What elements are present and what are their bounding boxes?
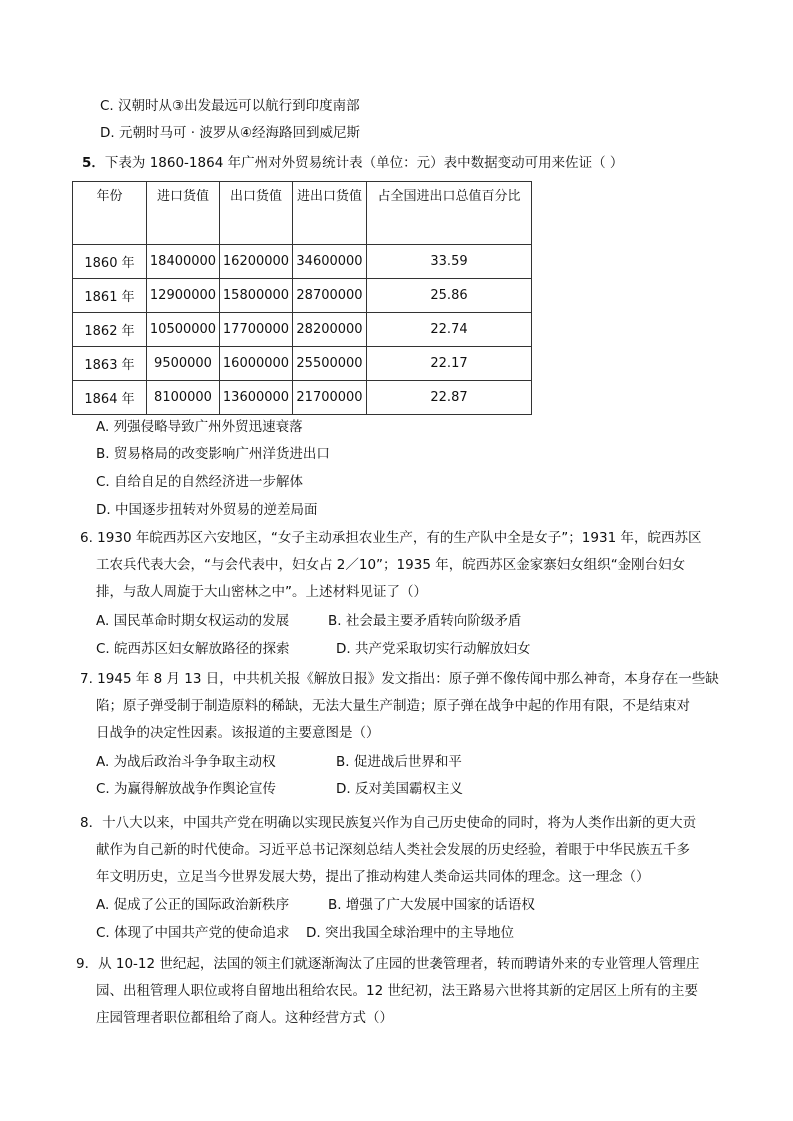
cell-percent: 22.74 bbox=[367, 313, 532, 347]
prev-option-c: C. 汉朝时从③出发最远可以航行到印度南部 bbox=[100, 98, 360, 114]
cell-total: 28700000 bbox=[293, 279, 367, 313]
q6-stem-line-3: 排，与敌人周旋于大山密林之中”。上述材料见证了（） bbox=[96, 584, 427, 600]
cell-year: 1864 年 bbox=[73, 381, 147, 415]
cell-total: 21700000 bbox=[293, 381, 367, 415]
cell-import: 12900000 bbox=[147, 279, 220, 313]
header-percent: 占全国进出口总值百分比 bbox=[367, 182, 532, 245]
q8-stem-line-3: 年文明历史，立足当今世界发展大势，提出了推动构建人类命运共同体的理念。这一理念（） bbox=[96, 869, 650, 885]
q6-option-a[interactable]: A. 国民革命时期女权运动的发展 bbox=[96, 613, 290, 629]
header-year: 年份 bbox=[73, 182, 147, 245]
q7-stem-line-1: 7. 1945 年 8 月 13 日，中共机关报《解放日报》发文指出：原子弹不像传闻中那么神奇，本身存在一些缺 bbox=[80, 671, 719, 687]
q6-option-c[interactable]: C. 皖西苏区妇女解放路径的探索 bbox=[96, 641, 290, 657]
q5-number: 5． bbox=[82, 155, 105, 171]
q5-option-b[interactable]: B. 贸易格局的改变影响广州洋货进出口 bbox=[96, 446, 330, 462]
cell-total: 25500000 bbox=[293, 347, 367, 381]
cell-import: 9500000 bbox=[147, 347, 220, 381]
q5-stem-line bbox=[82, 153, 623, 173]
table-row bbox=[73, 347, 532, 381]
q7-stem-line-3: 日战争的决定性因素。该报道的主要意图是（） bbox=[96, 725, 380, 741]
cell-import: 10500000 bbox=[147, 313, 220, 347]
cell-export: 17700000 bbox=[220, 313, 293, 347]
cell-year: 1860 年 bbox=[73, 245, 147, 279]
q6-stem-line-2: 工农兵代表大会，“与会代表中，妇女占 2／10”；1935 年，皖西苏区金家寨妇女组织“金刚台妇女 bbox=[96, 557, 686, 573]
q5-option-a[interactable]: A. 列强侵略导致广州外贸迅速衰落 bbox=[96, 419, 303, 435]
cell-year: 1861 年 bbox=[73, 279, 147, 313]
cell-import: 8100000 bbox=[147, 381, 220, 415]
q9-stem-line-2: 园、出租管理人职位或将自留地出租给农民。12 世纪初，法王路易六世将其新的定居区上所有的主要 bbox=[96, 983, 698, 999]
table-row bbox=[73, 313, 532, 347]
q9-stem-line-1: 9．从 10-12 世纪起，法国的领主们就逐渐淘汰了庄园的世袭管理者，转而聘请外来的专业管理人管理庄 bbox=[76, 956, 700, 972]
table-row bbox=[73, 279, 532, 313]
trade-stats-table bbox=[72, 181, 532, 415]
header-import: 进口货值 bbox=[147, 182, 220, 245]
q5-option-d[interactable]: D. 中国逐步扭转对外贸易的逆差局面 bbox=[96, 502, 318, 518]
cell-export: 16000000 bbox=[220, 347, 293, 381]
q7-option-c[interactable]: C. 为赢得解放战争作舆论宣传 bbox=[96, 781, 277, 797]
cell-import: 18400000 bbox=[147, 245, 220, 279]
q8-stem-line-2: 献作为自己新的时代使命。习近平总书记深刻总结人类社会发展的历史经验，着眼于中华民族五千多 bbox=[96, 842, 690, 858]
cell-percent: 22.87 bbox=[367, 381, 532, 415]
table-row bbox=[73, 245, 532, 279]
q5-stem: 下表为 1860-1864 年广州对外贸易统计表（单位：元）表中数据变动可用来佐证（ ） bbox=[104, 155, 624, 171]
q7-option-b[interactable]: B. 促进战后世界和平 bbox=[336, 754, 462, 770]
cell-export: 13600000 bbox=[220, 381, 293, 415]
q8-stem-line-1: 8．十八大以来，中国共产党在明确以实现民族复兴作为自己历史使命的同时，将为人类作出新的更大贡 bbox=[80, 815, 697, 831]
cell-percent: 25.86 bbox=[367, 279, 532, 313]
cell-export: 16200000 bbox=[220, 245, 293, 279]
q8-option-c[interactable]: C. 体现了中国共产党的使命追求 bbox=[96, 925, 290, 941]
cell-total: 28200000 bbox=[293, 313, 367, 347]
q7-stem-line-2: 陷；原子弹受制于制造原料的稀缺，无法大量生产制造；原子弹在战争中起的作用有限，不是结束对 bbox=[96, 698, 690, 714]
q8-option-d[interactable]: D. 突出我国全球治理中的主导地位 bbox=[306, 925, 514, 941]
header-total: 进出口货值 bbox=[293, 182, 367, 245]
table-row bbox=[73, 381, 532, 415]
cell-year: 1863 年 bbox=[73, 347, 147, 381]
q9-stem-line-3: 庄园管理者职位都租给了商人。这种经营方式（） bbox=[96, 1010, 393, 1026]
q8-option-a[interactable]: A. 促成了公正的国际政治新秩序 bbox=[96, 897, 290, 913]
q5-option-c[interactable]: C. 自给自足的自然经济进一步解体 bbox=[96, 474, 304, 490]
cell-percent: 33.59 bbox=[367, 245, 532, 279]
cell-percent: 22.17 bbox=[367, 347, 532, 381]
q7-option-d[interactable]: D. 反对美国霸权主义 bbox=[336, 781, 463, 797]
q6-stem-line-1: 6. 1930 年皖西苏区六安地区，“女子主动承担农业生产，有的生产队中全是女子”；1931 年，皖西苏区 bbox=[80, 530, 702, 546]
header-export: 出口货值 bbox=[220, 182, 293, 245]
q7-option-a[interactable]: A. 为战后政治斗争争取主动权 bbox=[96, 754, 276, 770]
cell-year: 1862 年 bbox=[73, 313, 147, 347]
table-header-row bbox=[73, 182, 532, 245]
q6-option-d[interactable]: D. 共产党采取切实行动解放妇女 bbox=[336, 641, 531, 657]
cell-total: 34600000 bbox=[293, 245, 367, 279]
q8-option-b[interactable]: B. 增强了广大发展中国家的话语权 bbox=[328, 897, 535, 913]
cell-export: 15800000 bbox=[220, 279, 293, 313]
prev-option-d: D. 元朝时马可 · 波罗从④经海路回到威尼斯 bbox=[100, 125, 360, 141]
q6-option-b[interactable]: B. 社会最主要矛盾转向阶级矛盾 bbox=[328, 613, 522, 629]
